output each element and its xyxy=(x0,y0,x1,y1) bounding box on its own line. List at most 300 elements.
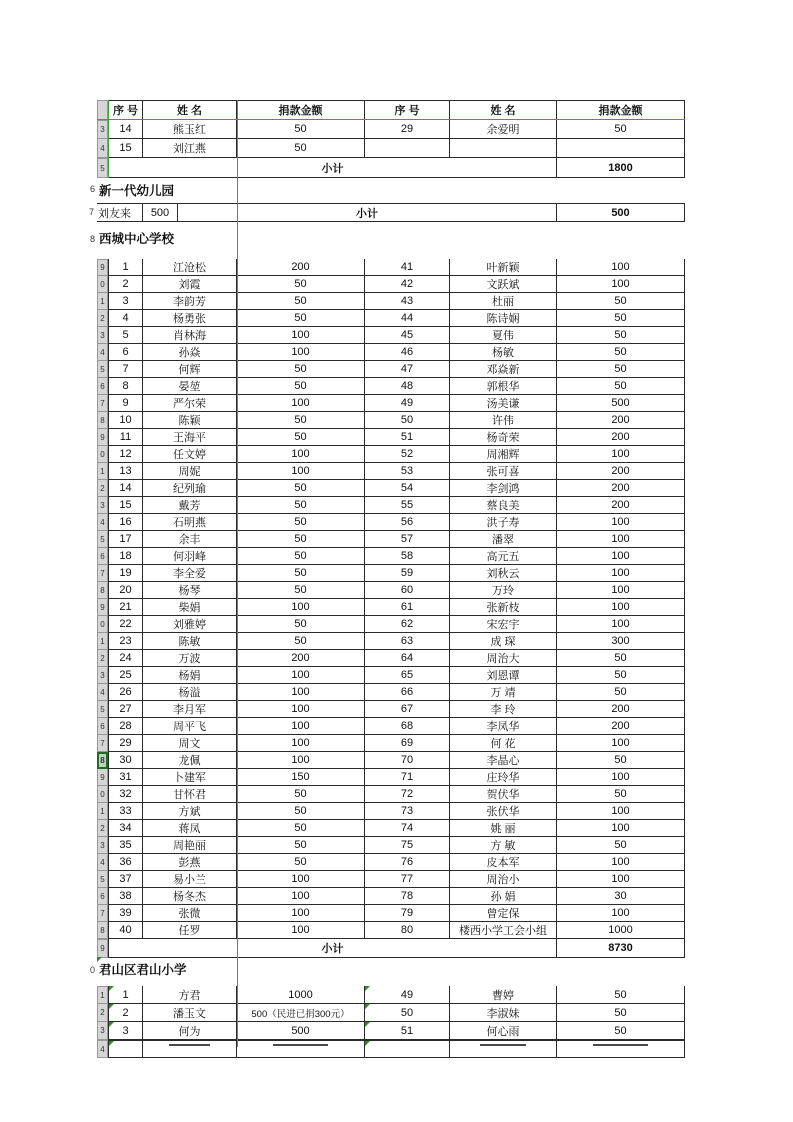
row-header[interactable]: 9 xyxy=(97,599,108,616)
cell-name[interactable]: 刘江燕 xyxy=(143,139,237,158)
row-header[interactable]: 9 xyxy=(97,769,108,786)
section-title[interactable]: 新一代幼儿园 xyxy=(99,184,175,198)
cell-index[interactable]: 66 xyxy=(365,684,450,701)
cell-amount[interactable]: 100 xyxy=(237,463,365,480)
cell-name[interactable]: 楼西小学工会小组 xyxy=(450,922,557,939)
cell-index[interactable]: 52 xyxy=(365,446,450,463)
cell-name[interactable]: 潘翠 xyxy=(450,531,557,548)
cell-name[interactable]: 周妮 xyxy=(143,463,237,480)
row-header[interactable]: 8 xyxy=(90,234,96,244)
cell-index[interactable]: 21 xyxy=(108,599,143,616)
cell-index[interactable]: 7 xyxy=(108,361,143,378)
cell-amount[interactable]: 50 xyxy=(237,497,365,514)
cell-index[interactable]: 31 xyxy=(108,769,143,786)
row-header[interactable]: 3 xyxy=(97,667,108,684)
row-header[interactable]: 2 xyxy=(97,650,108,667)
cell-index[interactable]: 18 xyxy=(108,548,143,565)
cell-index[interactable]: 9 xyxy=(108,395,143,412)
cell-index[interactable]: 26 xyxy=(108,684,143,701)
cell-name[interactable]: 庄玲华 xyxy=(450,769,557,786)
cell-index[interactable]: 6 xyxy=(108,344,143,361)
row-header[interactable]: 0 xyxy=(97,276,108,293)
cell-index[interactable]: 36 xyxy=(108,854,143,871)
cell-index[interactable]: 37 xyxy=(108,871,143,888)
cell-index[interactable]: 42 xyxy=(365,276,450,293)
cell-amount[interactable]: 200 xyxy=(557,701,685,718)
cell-amount[interactable]: 50 xyxy=(557,293,685,310)
cell-amount[interactable] xyxy=(557,1040,685,1058)
cell-name[interactable]: 许伟 xyxy=(450,412,557,429)
cell-index[interactable]: 79 xyxy=(365,905,450,922)
cell-name[interactable]: 张微 xyxy=(143,905,237,922)
cell-index[interactable]: 1 xyxy=(108,259,143,276)
row-header[interactable]: 1 xyxy=(97,803,108,820)
cell-amount[interactable]: 100 xyxy=(237,735,365,752)
cell-amount[interactable]: 100 xyxy=(237,667,365,684)
cell-name[interactable]: 高元五 xyxy=(450,548,557,565)
cell-amount[interactable]: 100 xyxy=(557,548,685,565)
cell-amount[interactable]: 50 xyxy=(557,650,685,667)
cell-name[interactable]: 杨溢 xyxy=(143,684,237,701)
cell-index[interactable]: 61 xyxy=(365,599,450,616)
cell-name[interactable]: 李月军 xyxy=(143,701,237,718)
cell-index[interactable]: 47 xyxy=(365,361,450,378)
cell-index[interactable]: 58 xyxy=(365,548,450,565)
row-header[interactable]: 3 xyxy=(97,1022,108,1040)
cell-amount[interactable]: 50 xyxy=(237,480,365,497)
cell-name[interactable]: 杨敏 xyxy=(450,344,557,361)
row-header[interactable]: 9 xyxy=(97,259,108,276)
cell-name[interactable]: 周平飞 xyxy=(143,718,237,735)
cell-amount[interactable]: 50 xyxy=(237,565,365,582)
cell-name[interactable]: 严尔荣 xyxy=(143,395,237,412)
row-header[interactable]: 7 xyxy=(97,905,108,922)
cell-name[interactable]: 刘霞 xyxy=(143,276,237,293)
cell-index[interactable]: 69 xyxy=(365,735,450,752)
cell-name[interactable]: 洪子寿 xyxy=(450,514,557,531)
cell-index[interactable]: 32 xyxy=(108,786,143,803)
cell-amount[interactable]: 50 xyxy=(237,548,365,565)
row-header[interactable]: 3 xyxy=(97,327,108,344)
cell-amount[interactable]: 50 xyxy=(237,616,365,633)
cell-amount[interactable]: 50 xyxy=(237,582,365,599)
cell-index[interactable]: 5 xyxy=(108,327,143,344)
cell-name[interactable]: 甘怀君 xyxy=(143,786,237,803)
cell-amount[interactable]: 100 xyxy=(557,803,685,820)
cell-amount[interactable]: 200 xyxy=(557,480,685,497)
row-header[interactable]: 7 xyxy=(89,207,95,217)
row-header[interactable]: 4 xyxy=(97,344,108,361)
row-header[interactable]: 5 xyxy=(97,158,108,178)
cell-name[interactable]: 刘秋云 xyxy=(450,565,557,582)
cell-amount[interactable]: 50 xyxy=(237,378,365,395)
cell-name[interactable]: 易小兰 xyxy=(143,871,237,888)
cell-name[interactable]: 宋宏宇 xyxy=(450,616,557,633)
cell-name[interactable]: 成 琛 xyxy=(450,633,557,650)
subtotal-label[interactable]: 小计 xyxy=(108,158,557,178)
cell-index[interactable]: 19 xyxy=(108,565,143,582)
row-header[interactable]: 2 xyxy=(97,1004,108,1022)
cell-name[interactable]: 余丰 xyxy=(143,531,237,548)
cell-index[interactable]: 65 xyxy=(365,667,450,684)
cell-name[interactable]: 方君 xyxy=(143,986,237,1004)
row-header[interactable]: 5 xyxy=(97,361,108,378)
cell-index[interactable]: 29 xyxy=(365,120,450,139)
cell-index[interactable]: 49 xyxy=(365,395,450,412)
cell-name[interactable]: 纪列瑜 xyxy=(143,480,237,497)
cell-amount[interactable]: 100 xyxy=(237,684,365,701)
cell-amount[interactable]: 150 xyxy=(237,769,365,786)
cell-index[interactable]: 51 xyxy=(365,1022,450,1040)
cell-index[interactable]: 59 xyxy=(365,565,450,582)
cell-index[interactable]: 22 xyxy=(108,616,143,633)
cell-name[interactable]: 曾定保 xyxy=(450,905,557,922)
cell-index[interactable]: 80 xyxy=(365,922,450,939)
subtotal-label[interactable]: 小计 xyxy=(108,939,557,958)
cell-name[interactable]: 孙 娟 xyxy=(450,888,557,905)
cell-index[interactable]: 56 xyxy=(365,514,450,531)
cell-name[interactable]: 周艳丽 xyxy=(143,837,237,854)
cell-amount[interactable]: 50 xyxy=(557,752,685,769)
cell-name[interactable]: 杨冬杰 xyxy=(143,888,237,905)
row-header[interactable] xyxy=(97,100,108,120)
cell-name[interactable]: 万波 xyxy=(143,650,237,667)
cell-index[interactable]: 55 xyxy=(365,497,450,514)
row-header[interactable]: 4 xyxy=(97,1040,108,1058)
subtotal-value[interactable]: 500 xyxy=(557,203,685,222)
cell-amount[interactable]: 100 xyxy=(237,718,365,735)
cell-name[interactable]: 邓焱新 xyxy=(450,361,557,378)
cell-name[interactable]: 张新枝 xyxy=(450,599,557,616)
cell-amount[interactable]: 50 xyxy=(557,1004,685,1022)
cell-amount[interactable]: 50 xyxy=(237,820,365,837)
cell-name[interactable]: 杨娟 xyxy=(143,667,237,684)
cell-amount[interactable]: 50 xyxy=(557,310,685,327)
cell-name[interactable]: 皮本军 xyxy=(450,854,557,871)
cell-amount[interactable]: 500 xyxy=(143,203,178,222)
cell-amount[interactable]: 100 xyxy=(237,344,365,361)
cell-name[interactable]: 任罗 xyxy=(143,922,237,939)
cell-name[interactable]: 何辉 xyxy=(143,361,237,378)
cell-amount[interactable]: 200 xyxy=(237,650,365,667)
cell-index[interactable]: 27 xyxy=(108,701,143,718)
cell-amount[interactable]: 50 xyxy=(557,837,685,854)
cell-amount[interactable]: 100 xyxy=(557,259,685,276)
cell-amount[interactable]: 100 xyxy=(557,769,685,786)
row-header[interactable]: 3 xyxy=(97,497,108,514)
cell-index[interactable]: 62 xyxy=(365,616,450,633)
cell-index[interactable]: 71 xyxy=(365,769,450,786)
cell-name[interactable]: 杨勇张 xyxy=(143,310,237,327)
cell-amount[interactable]: 30 xyxy=(557,888,685,905)
cell-amount[interactable]: 50 xyxy=(237,310,365,327)
cell-index[interactable]: 78 xyxy=(365,888,450,905)
cell-index[interactable]: 39 xyxy=(108,905,143,922)
cell-name[interactable]: 李全爱 xyxy=(143,565,237,582)
cell-index[interactable]: 51 xyxy=(365,429,450,446)
cell-amount[interactable]: 100 xyxy=(557,276,685,293)
cell-name[interactable] xyxy=(450,139,557,158)
cell-amount[interactable]: 50 xyxy=(237,139,365,158)
row-header[interactable]: 1 xyxy=(97,293,108,310)
cell-index[interactable] xyxy=(365,1040,450,1058)
cell-name[interactable]: 李剑鸿 xyxy=(450,480,557,497)
cell-name[interactable]: 张可喜 xyxy=(450,463,557,480)
cell-name[interactable]: 戴芳 xyxy=(143,497,237,514)
cell-name[interactable]: 蔡良美 xyxy=(450,497,557,514)
cell-name[interactable]: 肖林海 xyxy=(143,327,237,344)
cell-amount[interactable]: 1000 xyxy=(237,986,365,1004)
cell-amount[interactable]: 100 xyxy=(557,820,685,837)
cell-index[interactable]: 41 xyxy=(365,259,450,276)
cell-amount[interactable]: 500（民进已捐300元） xyxy=(237,1004,365,1022)
cell-amount[interactable]: 100 xyxy=(237,599,365,616)
cell-index[interactable]: 29 xyxy=(108,735,143,752)
row-header[interactable]: 0 xyxy=(97,786,108,803)
cell-amount[interactable]: 100 xyxy=(557,446,685,463)
cell-amount[interactable]: 50 xyxy=(557,120,685,139)
cell-index[interactable]: 74 xyxy=(365,820,450,837)
subtotal-value[interactable]: 1800 xyxy=(557,158,685,178)
row-header[interactable]: 2 xyxy=(97,480,108,497)
cell-amount[interactable]: 200 xyxy=(237,259,365,276)
cell-name[interactable]: 周湘辉 xyxy=(450,446,557,463)
cell-amount[interactable]: 200 xyxy=(557,497,685,514)
subtotal-label[interactable]: 小计 xyxy=(178,203,557,222)
row-header[interactable]: 1 xyxy=(97,633,108,650)
row-header[interactable]: 7 xyxy=(97,395,108,412)
cell-name[interactable]: 余爱明 xyxy=(450,120,557,139)
cell-amount[interactable]: 100 xyxy=(557,599,685,616)
cell-amount[interactable]: 50 xyxy=(557,378,685,395)
cell-index[interactable]: 53 xyxy=(365,463,450,480)
cell-index[interactable]: 24 xyxy=(108,650,143,667)
cell-index[interactable]: 15 xyxy=(108,139,143,158)
cell-name[interactable]: 陈颖 xyxy=(143,412,237,429)
cell-name[interactable]: 张伏华 xyxy=(450,803,557,820)
cell-index[interactable]: 64 xyxy=(365,650,450,667)
cell-amount[interactable]: 50 xyxy=(237,514,365,531)
cell-amount[interactable]: 50 xyxy=(237,854,365,871)
row-header[interactable]: 1 xyxy=(97,463,108,480)
cell-index[interactable]: 2 xyxy=(108,1004,143,1022)
cell-name[interactable]: 蒋凤 xyxy=(143,820,237,837)
cell-name[interactable]: 龙佩 xyxy=(143,752,237,769)
row-header[interactable]: 7 xyxy=(97,565,108,582)
row-header[interactable]: 6 xyxy=(97,548,108,565)
cell-name[interactable]: 刘恩谭 xyxy=(450,667,557,684)
cell-amount[interactable]: 100 xyxy=(237,922,365,939)
section-title[interactable]: 君山区君山小学 xyxy=(99,963,187,977)
cell-index[interactable]: 63 xyxy=(365,633,450,650)
cell-name[interactable]: 何羽峰 xyxy=(143,548,237,565)
cell-amount[interactable]: 50 xyxy=(237,786,365,803)
cell-amount[interactable]: 100 xyxy=(237,327,365,344)
cell-index[interactable]: 54 xyxy=(365,480,450,497)
cell-index[interactable]: 14 xyxy=(108,120,143,139)
cell-index[interactable]: 77 xyxy=(365,871,450,888)
row-header[interactable]: 0 xyxy=(90,965,96,975)
row-header[interactable]: 7 xyxy=(97,735,108,752)
cell-name[interactable]: 刘雅婷 xyxy=(143,616,237,633)
cell-index[interactable]: 68 xyxy=(365,718,450,735)
cell-amount[interactable]: 100 xyxy=(557,854,685,871)
cell-index[interactable] xyxy=(108,1040,143,1058)
cell-name[interactable]: 杜丽 xyxy=(450,293,557,310)
cell-amount[interactable]: 50 xyxy=(237,276,365,293)
cell-amount[interactable]: 500 xyxy=(237,1022,365,1040)
cell-amount[interactable]: 100 xyxy=(237,888,365,905)
row-header[interactable]: 1 xyxy=(97,986,108,1004)
cell-name[interactable]: 李淑妹 xyxy=(450,1004,557,1022)
subtotal-value[interactable]: 8730 xyxy=(557,939,685,958)
cell-index[interactable]: 12 xyxy=(108,446,143,463)
cell-index[interactable]: 28 xyxy=(108,718,143,735)
cell-index[interactable]: 75 xyxy=(365,837,450,854)
cell-index[interactable]: 4 xyxy=(108,310,143,327)
cell-name[interactable]: 杨奇荣 xyxy=(450,429,557,446)
cell-name[interactable]: 周治小 xyxy=(450,871,557,888)
cell-index[interactable]: 10 xyxy=(108,412,143,429)
cell-amount[interactable]: 50 xyxy=(557,786,685,803)
cell-name[interactable]: 李晶心 xyxy=(450,752,557,769)
cell-name[interactable]: 方斌 xyxy=(143,803,237,820)
cell-index[interactable]: 23 xyxy=(108,633,143,650)
cell-amount[interactable]: 200 xyxy=(557,718,685,735)
cell-index[interactable]: 38 xyxy=(108,888,143,905)
row-header[interactable]: 4 xyxy=(97,139,108,158)
cell-amount[interactable]: 50 xyxy=(557,684,685,701)
row-header[interactable]: 4 xyxy=(97,854,108,871)
cell-name[interactable]: 周治大 xyxy=(450,650,557,667)
row-header[interactable]: 3 xyxy=(97,837,108,854)
cell-name[interactable]: 夏伟 xyxy=(450,327,557,344)
cell-index[interactable]: 50 xyxy=(365,412,450,429)
cell-amount[interactable]: 100 xyxy=(237,701,365,718)
cell-amount[interactable]: 50 xyxy=(237,412,365,429)
row-header[interactable]: 4 xyxy=(97,684,108,701)
cell-name[interactable]: 李凤华 xyxy=(450,718,557,735)
cell-name[interactable]: 周文 xyxy=(143,735,237,752)
row-header[interactable]: 4 xyxy=(97,514,108,531)
row-header[interactable]: 2 xyxy=(97,820,108,837)
cell-name[interactable]: 李 玲 xyxy=(450,701,557,718)
cell-index[interactable]: 14 xyxy=(108,480,143,497)
cell-index[interactable]: 70 xyxy=(365,752,450,769)
cell-name[interactable]: 何心雨 xyxy=(450,1022,557,1040)
cell-index[interactable]: 46 xyxy=(365,344,450,361)
cell-amount[interactable]: 300 xyxy=(557,633,685,650)
cell-index[interactable]: 8 xyxy=(108,378,143,395)
cell-amount[interactable]: 50 xyxy=(237,429,365,446)
cell-index[interactable]: 45 xyxy=(365,327,450,344)
cell-index[interactable]: 1 xyxy=(108,986,143,1004)
cell-index[interactable]: 60 xyxy=(365,582,450,599)
cell-index[interactable]: 72 xyxy=(365,786,450,803)
cell-amount[interactable]: 50 xyxy=(237,120,365,139)
cell-amount[interactable]: 1000 xyxy=(557,922,685,939)
cell-index[interactable]: 17 xyxy=(108,531,143,548)
cell-name[interactable]: 汤美谦 xyxy=(450,395,557,412)
cell-index[interactable]: 33 xyxy=(108,803,143,820)
cell-index[interactable]: 3 xyxy=(108,1022,143,1040)
cell-name[interactable]: 方 敏 xyxy=(450,837,557,854)
row-header[interactable]: 8 xyxy=(97,922,108,939)
cell-amount[interactable]: 50 xyxy=(557,327,685,344)
row-header[interactable]: 3 xyxy=(97,120,108,139)
cell-name[interactable]: 杨琴 xyxy=(143,582,237,599)
cell-name[interactable]: 陈诗娴 xyxy=(450,310,557,327)
cell-amount[interactable]: 50 xyxy=(237,361,365,378)
cell-amount[interactable]: 200 xyxy=(557,463,685,480)
cell-name[interactable]: 江沧松 xyxy=(143,259,237,276)
cell-name[interactable]: 石明燕 xyxy=(143,514,237,531)
row-header[interactable]: 2 xyxy=(97,310,108,327)
cell-amount[interactable]: 50 xyxy=(557,667,685,684)
cell-index[interactable]: 16 xyxy=(108,514,143,531)
cell-name[interactable]: 任文婷 xyxy=(143,446,237,463)
cell-name[interactable]: 熊玉红 xyxy=(143,120,237,139)
cell-amount[interactable]: 100 xyxy=(557,905,685,922)
row-header[interactable]: 0 xyxy=(97,616,108,633)
cell-amount[interactable]: 100 xyxy=(557,531,685,548)
cell-amount[interactable]: 50 xyxy=(237,837,365,854)
cell-amount[interactable]: 500 xyxy=(557,395,685,412)
cell-index[interactable]: 49 xyxy=(365,986,450,1004)
cell-name[interactable]: 潘玉文 xyxy=(143,1004,237,1022)
row-header[interactable]: 6 xyxy=(97,718,108,735)
cell-name[interactable]: 王海平 xyxy=(143,429,237,446)
cell-amount[interactable]: 200 xyxy=(557,429,685,446)
cell-index[interactable]: 3 xyxy=(108,293,143,310)
cell-amount[interactable]: 100 xyxy=(237,395,365,412)
cell-name[interactable] xyxy=(143,1040,237,1058)
cell-amount[interactable]: 50 xyxy=(557,986,685,1004)
row-header[interactable]: 6 xyxy=(90,184,96,194)
cell-amount[interactable]: 100 xyxy=(557,565,685,582)
row-header[interactable]: 5 xyxy=(97,531,108,548)
cell-name[interactable]: 曹婷 xyxy=(450,986,557,1004)
cell-index[interactable]: 67 xyxy=(365,701,450,718)
cell-index[interactable]: 25 xyxy=(108,667,143,684)
row-header[interactable]: 5 xyxy=(97,701,108,718)
cell-name[interactable]: 刘友来 xyxy=(97,203,143,222)
cell-name[interactable]: 叶新颖 xyxy=(450,259,557,276)
cell-index[interactable]: 48 xyxy=(365,378,450,395)
cell-amount[interactable]: 100 xyxy=(237,871,365,888)
cell-index[interactable]: 34 xyxy=(108,820,143,837)
cell-name[interactable]: 李韵芳 xyxy=(143,293,237,310)
row-header[interactable]: 9 xyxy=(97,939,108,958)
cell-name[interactable]: 姚 丽 xyxy=(450,820,557,837)
cell-index[interactable]: 57 xyxy=(365,531,450,548)
row-header[interactable]: 8 xyxy=(97,582,108,599)
cell-amount[interactable]: 50 xyxy=(557,1022,685,1040)
cell-amount[interactable]: 100 xyxy=(557,871,685,888)
cell-index[interactable]: 13 xyxy=(108,463,143,480)
cell-name[interactable]: 郭根华 xyxy=(450,378,557,395)
cell-amount[interactable]: 50 xyxy=(557,361,685,378)
cell-index[interactable]: 76 xyxy=(365,854,450,871)
cell-name[interactable]: 万玲 xyxy=(450,582,557,599)
row-header[interactable]: 9 xyxy=(97,429,108,446)
section-title[interactable]: 西城中心学校 xyxy=(99,232,175,246)
cell-amount[interactable]: 100 xyxy=(237,446,365,463)
cell-name[interactable]: 晏堃 xyxy=(143,378,237,395)
cell-name[interactable]: 贺伏华 xyxy=(450,786,557,803)
cell-name[interactable]: 万 靖 xyxy=(450,684,557,701)
cell-amount[interactable]: 100 xyxy=(237,905,365,922)
